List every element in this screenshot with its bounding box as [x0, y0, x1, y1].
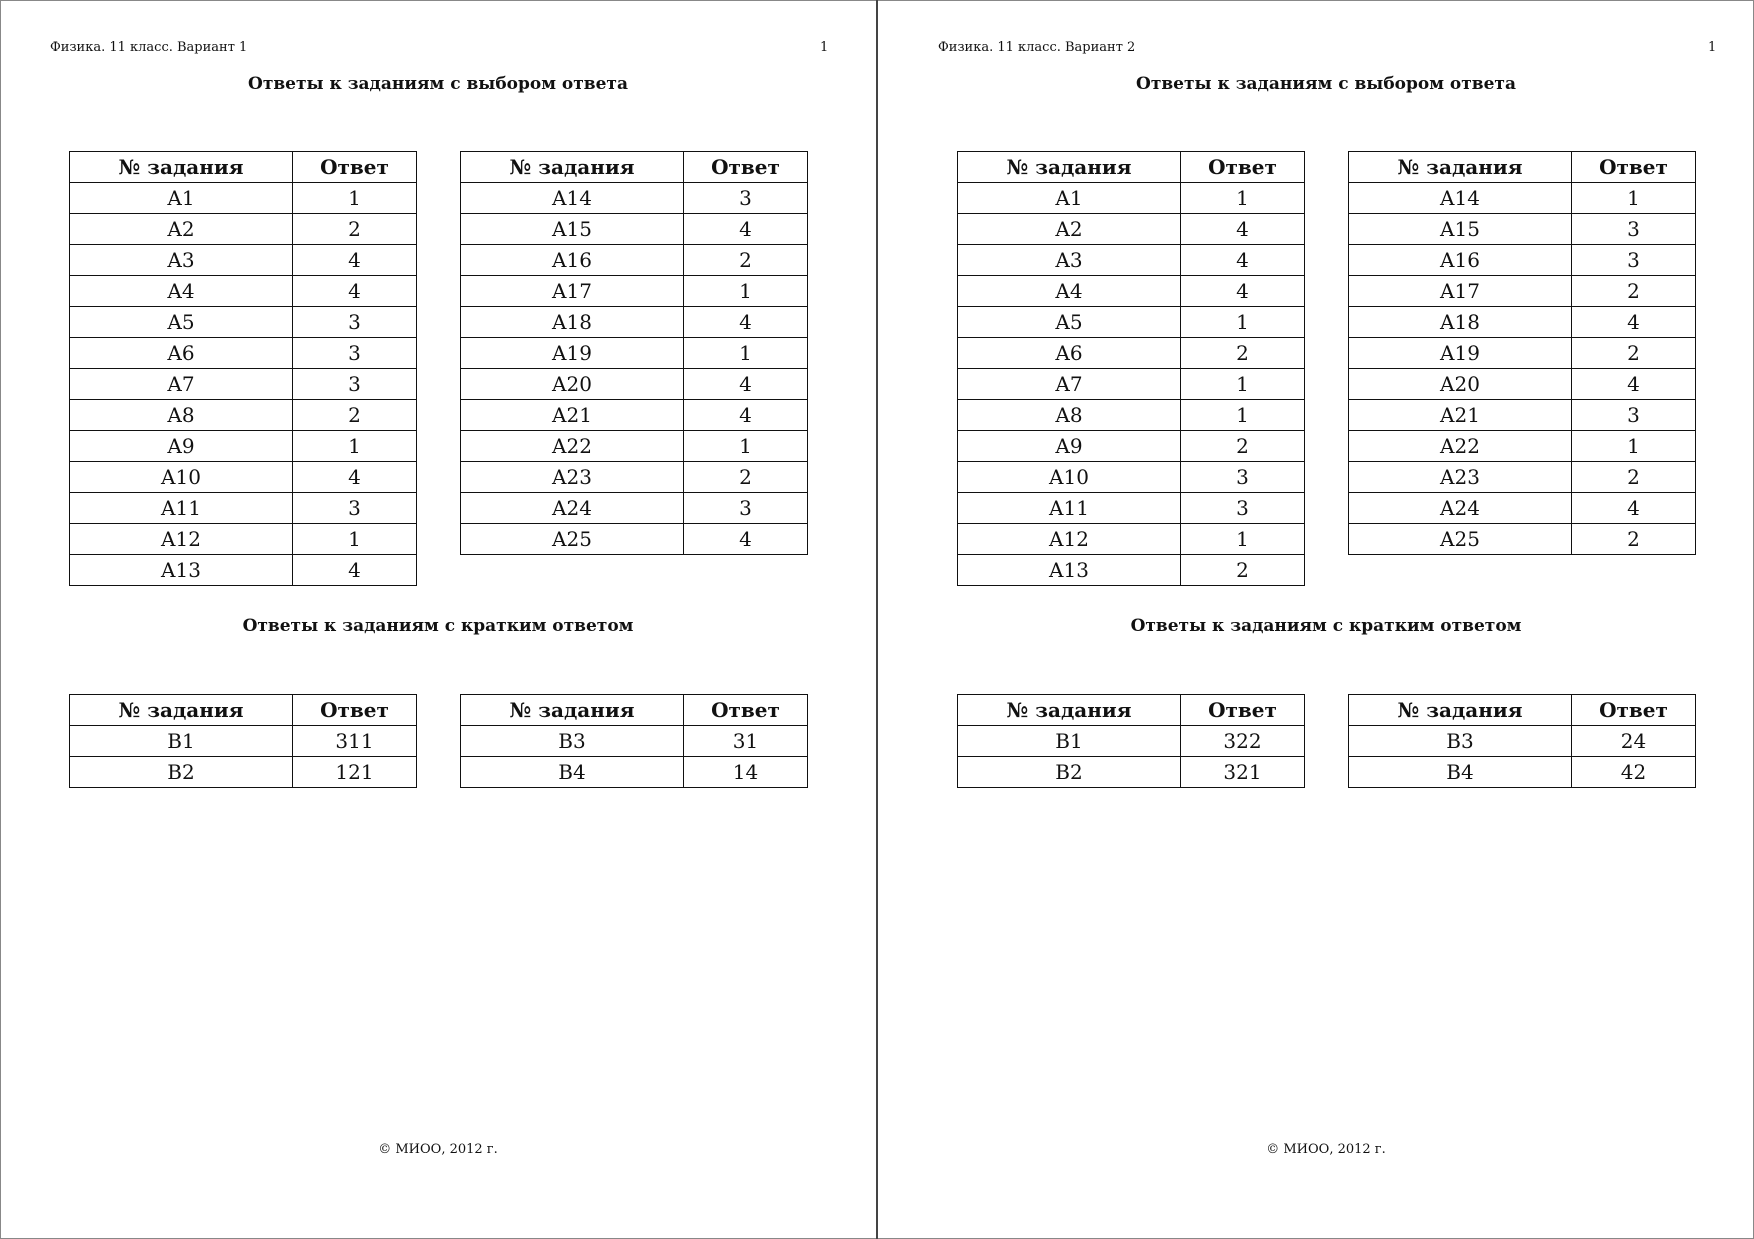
table-row — [1349, 431, 1696, 462]
table-row — [461, 183, 808, 214]
task-number-cell: B2 — [958, 757, 1181, 788]
task-number-cell: A21 — [461, 400, 684, 431]
table-row — [958, 276, 1305, 307]
task-number-cell: A13 — [958, 555, 1181, 586]
task-number-cell: A2 — [70, 214, 293, 245]
answer-cell: 31 — [684, 726, 808, 757]
task-number-cell: A10 — [958, 462, 1181, 493]
task-number-cell: A15 — [461, 214, 684, 245]
column-header-task: № задания — [1349, 152, 1572, 183]
table-row — [461, 276, 808, 307]
answer-cell: 311 — [293, 726, 417, 757]
task-number-cell: A11 — [958, 493, 1181, 524]
answer-cell: 3 — [293, 307, 417, 338]
answer-cell: 4 — [1572, 493, 1696, 524]
column-header-answer: Ответ — [293, 695, 417, 726]
answer-cell: 4 — [684, 369, 808, 400]
task-number-cell: A25 — [1349, 524, 1572, 555]
table-row — [461, 338, 808, 369]
task-number-cell: A5 — [70, 307, 293, 338]
column-header-answer: Ответ — [1181, 152, 1305, 183]
column-header-answer: Ответ — [684, 695, 808, 726]
table-row — [958, 524, 1305, 555]
answer-cell: 3 — [293, 369, 417, 400]
answer-cell: 322 — [1181, 726, 1305, 757]
table-row — [461, 214, 808, 245]
answer-cell: 4 — [1572, 369, 1696, 400]
table-row — [958, 431, 1305, 462]
task-number-cell: A22 — [1349, 431, 1572, 462]
short-answers-table-left — [69, 694, 417, 788]
answer-cell: 2 — [1181, 431, 1305, 462]
task-number-cell: A8 — [70, 400, 293, 431]
task-number-cell: A3 — [958, 245, 1181, 276]
answer-cell: 4 — [684, 400, 808, 431]
table-row — [958, 183, 1305, 214]
section-title-choice: Ответы к заданиям с выбором ответа — [1136, 74, 1516, 94]
table-row — [958, 555, 1305, 586]
table-row — [1349, 400, 1696, 431]
task-number-cell: B4 — [1349, 757, 1572, 788]
column-header-task: № задания — [70, 152, 293, 183]
copyright-footer: © МИОО, 2012 г. — [378, 1142, 498, 1157]
answer-cell: 1 — [293, 431, 417, 462]
answer-cell: 3 — [684, 183, 808, 214]
column-header-task: № задания — [1349, 695, 1572, 726]
answer-cell: 3 — [293, 338, 417, 369]
answer-cell: 1 — [293, 183, 417, 214]
task-number-cell: A21 — [1349, 400, 1572, 431]
short-answers-table-right — [460, 694, 808, 788]
table-row — [958, 214, 1305, 245]
table-row — [1349, 726, 1696, 757]
section-title-short: Ответы к заданиям с кратким ответом — [242, 616, 634, 636]
answer-cell: 2 — [684, 245, 808, 276]
answer-cell: 2 — [293, 400, 417, 431]
table-row — [958, 462, 1305, 493]
task-number-cell: A14 — [1349, 183, 1572, 214]
task-number-cell: A16 — [1349, 245, 1572, 276]
table-row — [958, 726, 1305, 757]
task-number-cell: A5 — [958, 307, 1181, 338]
column-header-task: № задания — [958, 695, 1181, 726]
table-row — [70, 400, 417, 431]
answer-cell: 1 — [1181, 369, 1305, 400]
table-row — [70, 555, 417, 586]
running-head: Физика. 11 класс. Вариант 2 — [938, 40, 1136, 55]
answer-cell: 4 — [684, 524, 808, 555]
table-row — [1349, 462, 1696, 493]
task-number-cell: A25 — [461, 524, 684, 555]
table-row — [1349, 307, 1696, 338]
table-row — [70, 431, 417, 462]
column-header-task: № задания — [958, 152, 1181, 183]
table-header-row — [461, 695, 808, 726]
table-row — [958, 757, 1305, 788]
answer-cell: 4 — [1572, 307, 1696, 338]
table-row — [1349, 524, 1696, 555]
task-number-cell: B1 — [70, 726, 293, 757]
table-row — [461, 431, 808, 462]
answer-cell: 4 — [293, 462, 417, 493]
table-row — [958, 400, 1305, 431]
table-row — [70, 338, 417, 369]
table-header-row — [1349, 152, 1696, 183]
answer-cell: 3 — [293, 493, 417, 524]
answer-cell: 2 — [1181, 555, 1305, 586]
choice-answers-table-right — [460, 151, 808, 555]
task-number-cell: A15 — [1349, 214, 1572, 245]
task-number-cell: A24 — [1349, 493, 1572, 524]
answer-cell: 1 — [1181, 307, 1305, 338]
column-header-answer: Ответ — [1572, 152, 1696, 183]
task-number-cell: A12 — [70, 524, 293, 555]
answer-cell: 1 — [684, 338, 808, 369]
table-row — [1349, 183, 1696, 214]
task-number-cell: A9 — [70, 431, 293, 462]
table-row — [70, 369, 417, 400]
answer-cell: 4 — [293, 555, 417, 586]
task-number-cell: A18 — [1349, 307, 1572, 338]
task-number-cell: A7 — [70, 369, 293, 400]
task-number-cell: A18 — [461, 307, 684, 338]
answer-cell: 4 — [1181, 276, 1305, 307]
task-number-cell: A3 — [70, 245, 293, 276]
column-header-answer: Ответ — [1181, 695, 1305, 726]
task-number-cell: A13 — [70, 555, 293, 586]
table-row — [461, 726, 808, 757]
task-number-cell: B3 — [1349, 726, 1572, 757]
task-number-cell: A23 — [1349, 462, 1572, 493]
table-row — [958, 307, 1305, 338]
answer-cell: 4 — [293, 245, 417, 276]
table-row — [461, 757, 808, 788]
answer-cell: 42 — [1572, 757, 1696, 788]
table-header-row — [1349, 695, 1696, 726]
task-number-cell: A20 — [1349, 369, 1572, 400]
table-row — [958, 369, 1305, 400]
page-variant-2 — [888, 0, 1754, 1239]
answer-cell: 1 — [293, 524, 417, 555]
answer-cell: 3 — [1181, 462, 1305, 493]
answer-cell: 3 — [1572, 245, 1696, 276]
answer-cell: 1 — [1181, 183, 1305, 214]
table-row — [70, 757, 417, 788]
table-header-row — [70, 695, 417, 726]
copyright-footer: © МИОО, 2012 г. — [1266, 1142, 1386, 1157]
column-header-task: № задания — [70, 695, 293, 726]
table-row — [70, 245, 417, 276]
table-header-row — [70, 152, 417, 183]
table-row — [1349, 276, 1696, 307]
answer-cell: 3 — [1181, 493, 1305, 524]
table-row — [70, 276, 417, 307]
task-number-cell: B1 — [958, 726, 1181, 757]
table-row — [958, 493, 1305, 524]
table-row — [461, 369, 808, 400]
column-header-answer: Ответ — [1572, 695, 1696, 726]
column-header-answer: Ответ — [684, 152, 808, 183]
running-head: Физика. 11 класс. Вариант 1 — [50, 40, 248, 55]
answer-cell: 4 — [1181, 245, 1305, 276]
answer-cell: 14 — [684, 757, 808, 788]
answer-cell: 3 — [684, 493, 808, 524]
task-number-cell: A6 — [958, 338, 1181, 369]
table-row — [958, 338, 1305, 369]
table-header-row — [958, 695, 1305, 726]
page-divider — [876, 0, 878, 1239]
page-number: 1 — [1708, 40, 1717, 55]
table-row — [1349, 245, 1696, 276]
task-number-cell: A20 — [461, 369, 684, 400]
task-number-cell: A4 — [70, 276, 293, 307]
answer-cell: 2 — [1181, 338, 1305, 369]
task-number-cell: A14 — [461, 183, 684, 214]
answer-cell: 2 — [293, 214, 417, 245]
table-row — [1349, 214, 1696, 245]
answer-cell: 1 — [1181, 400, 1305, 431]
task-number-cell: A17 — [461, 276, 684, 307]
table-row — [70, 214, 417, 245]
task-number-cell: A1 — [958, 183, 1181, 214]
task-number-cell: A1 — [70, 183, 293, 214]
column-header-task: № задания — [461, 695, 684, 726]
task-number-cell: A6 — [70, 338, 293, 369]
page-variant-1 — [0, 0, 876, 1239]
table-row — [1349, 493, 1696, 524]
task-number-cell: A19 — [1349, 338, 1572, 369]
table-row — [461, 245, 808, 276]
answer-cell: 1 — [1572, 183, 1696, 214]
answer-cell: 2 — [1572, 338, 1696, 369]
column-header-answer: Ответ — [293, 152, 417, 183]
task-number-cell: A9 — [958, 431, 1181, 462]
answer-cell: 4 — [684, 307, 808, 338]
answer-cell: 2 — [1572, 462, 1696, 493]
answer-cell: 2 — [684, 462, 808, 493]
table-row — [461, 400, 808, 431]
column-header-task: № задания — [461, 152, 684, 183]
table-row — [461, 462, 808, 493]
short-answers-table-left — [957, 694, 1305, 788]
task-number-cell: A10 — [70, 462, 293, 493]
task-number-cell: A2 — [958, 214, 1181, 245]
table-row — [70, 524, 417, 555]
answer-cell: 1 — [684, 276, 808, 307]
table-row — [461, 307, 808, 338]
choice-answers-table-left — [957, 151, 1305, 586]
task-number-cell: A23 — [461, 462, 684, 493]
answer-cell: 4 — [684, 214, 808, 245]
table-row — [70, 183, 417, 214]
answer-cell: 4 — [1181, 214, 1305, 245]
section-title-choice: Ответы к заданиям с выбором ответа — [248, 74, 628, 94]
task-number-cell: A12 — [958, 524, 1181, 555]
answer-cell: 3 — [1572, 214, 1696, 245]
table-row — [461, 493, 808, 524]
table-row — [958, 245, 1305, 276]
answer-cell: 1 — [1572, 431, 1696, 462]
answer-cell: 4 — [293, 276, 417, 307]
table-row — [461, 524, 808, 555]
choice-answers-table-right — [1348, 151, 1696, 555]
answer-cell: 121 — [293, 757, 417, 788]
task-number-cell: A22 — [461, 431, 684, 462]
task-number-cell: A24 — [461, 493, 684, 524]
task-number-cell: A4 — [958, 276, 1181, 307]
table-row — [70, 307, 417, 338]
answer-cell: 321 — [1181, 757, 1305, 788]
answer-cell: 2 — [1572, 524, 1696, 555]
answer-cell: 1 — [1181, 524, 1305, 555]
task-number-cell: A16 — [461, 245, 684, 276]
table-header-row — [461, 152, 808, 183]
task-number-cell: A8 — [958, 400, 1181, 431]
answer-cell: 2 — [1572, 276, 1696, 307]
table-row — [70, 726, 417, 757]
task-number-cell: A19 — [461, 338, 684, 369]
table-row — [1349, 369, 1696, 400]
short-answers-table-right — [1348, 694, 1696, 788]
answer-cell: 3 — [1572, 400, 1696, 431]
table-row — [1349, 338, 1696, 369]
page-number: 1 — [820, 40, 829, 55]
answer-cell: 24 — [1572, 726, 1696, 757]
task-number-cell: B2 — [70, 757, 293, 788]
task-number-cell: A11 — [70, 493, 293, 524]
table-row — [70, 493, 417, 524]
task-number-cell: B3 — [461, 726, 684, 757]
table-header-row — [958, 152, 1305, 183]
section-title-short: Ответы к заданиям с кратким ответом — [1130, 616, 1522, 636]
task-number-cell: B4 — [461, 757, 684, 788]
table-row — [1349, 757, 1696, 788]
task-number-cell: A7 — [958, 369, 1181, 400]
answer-cell: 1 — [684, 431, 808, 462]
table-row — [70, 462, 417, 493]
task-number-cell: A17 — [1349, 276, 1572, 307]
choice-answers-table-left — [69, 151, 417, 586]
